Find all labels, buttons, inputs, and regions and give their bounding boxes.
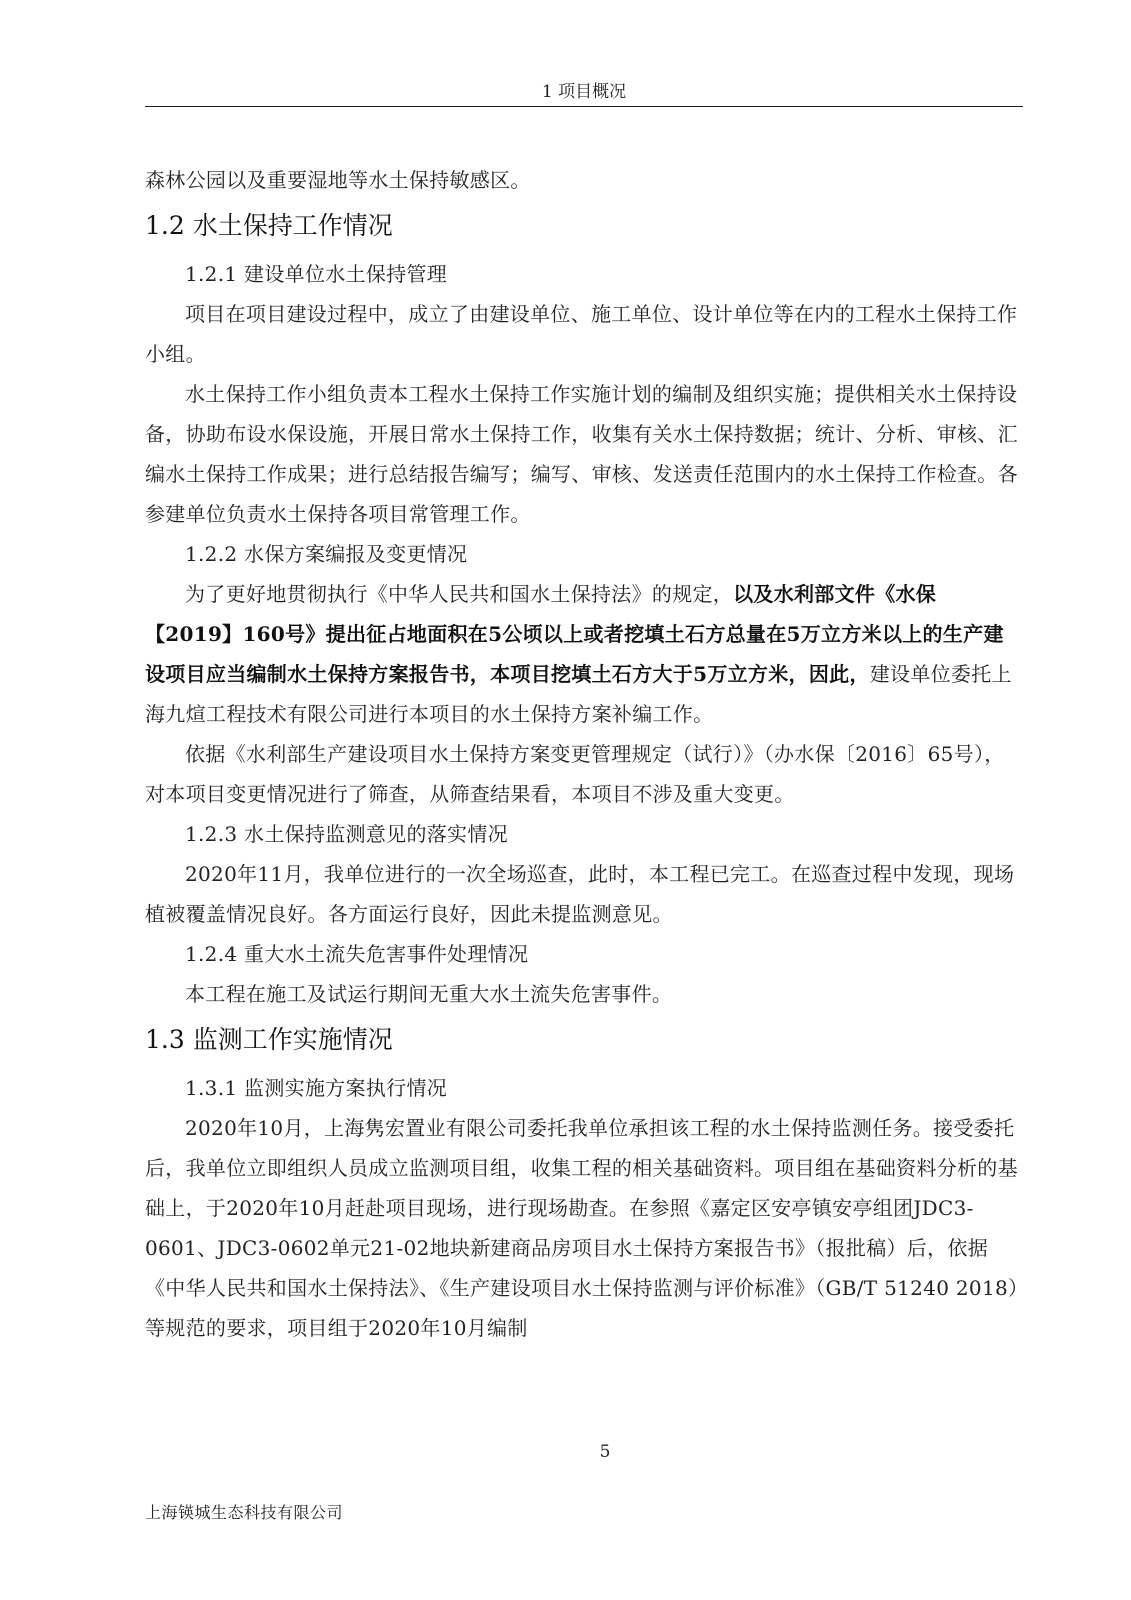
page-header: 1 项目概况 [541,82,627,102]
section-1-2-4-heading: 1.2.4 重大水土流失危害事件处理情况 [185,942,529,966]
section-1-3-heading: 1.3 监测工作实施情况 [145,1025,393,1054]
paragraph-text: 建设单位委托上海九煊工程技术有限公司进行本项目的水土保持方案补编工作。 [145,662,1012,726]
section-1-2-1-paragraph-1: 项目在项目建设过程中，成立了由建设单位、施工单位、设计单位等在内的工程水土保持工作小组。 [145,302,1018,366]
document-body [145,160,1023,1348]
footer-company-name: 上海锳城生态科技有限公司 [145,1503,344,1522]
bold-emphasis-text: 以及水利部文件《水保【2019】160号》提出征占地面积在5公顷以上或者挖填土石方总量在5万立方米以上的生产建设项目应当编制水土保持方案报告书，本项目挖填土石方大于5万立方米，因此， [145,582,1004,686]
page-number: 5 [599,1442,611,1462]
paragraph-text: 为了更好地贯彻执行《中华人民共和国水土保持法》的规定， [185,582,734,606]
section-1-3-1-heading: 1.3.1 监测实施方案执行情况 [185,1076,448,1100]
section-1-2-1-heading: 1.2.1 建设单位水土保持管理 [185,262,448,286]
header-divider [145,106,1023,107]
section-1-2-3-heading: 1.2.3 水土保持监测意见的落实情况 [185,822,508,846]
section-1-2-2-paragraph-2: 依据《水利部生产建设项目水土保持方案变更管理规定（试行）》（办水保〔2016〕65号），对本项目变更情况进行了筛查，从筛查结果看，本项目不涉及重大变更。 [145,742,1005,806]
section-1-2-3-paragraph-1: 2020年11月，我单位进行的一次全场巡查，此时，本工程已完工。在巡查过程中发现，现场植被覆盖情况良好。各方面运行良好，因此未提监测意见。 [145,862,1015,926]
intro-tail-paragraph: 森林公园以及重要湿地等水土保持敏感区。 [145,168,531,192]
section-1-2-2-heading: 1.2.2 水保方案编报及变更情况 [185,542,468,566]
section-1-3-1-paragraph-1: 2020年10月，上海隽宏置业有限公司委托我单位承担该工程的水土保持监测任务。接受委托后，我单位立即组织人员成立监测项目组，收集工程的相关基础资料。项目组在基础资料分析的基础上，于2020年10月赶赴项目现场，进行现场勘查。在参照《嘉定区安亭镇安亭组团JDC3-0601、JDC3-0602单元21-02地块新建商品房项目水土保持方案报告书》（报批稿）后，依据《中华人民共和国水土保持法》、《生产建设项目水土保持监测与评价标准》（GB/T 51240 2018）等规范的要求，项目组于2020年10月编制 [145,1116,1019,1340]
section-1-2-4-paragraph-1: 本工程在施工及试运行期间无重大水土流失危害事件。 [185,982,673,1006]
section-1-2-heading: 1.2 水土保持工作情况 [145,211,393,240]
section-1-2-2-paragraph-1 [145,574,1023,734]
section-1-2-1-paragraph-2: 水土保持工作小组负责本工程水土保持工作实施计划的编制及组织实施；提供相关水土保持设备，协助布设水保设施，开展日常水土保持工作，收集有关水土保持数据；统计、分析、审核、汇编水土保持工作成果；进行总结报告编写；编写、审核、发送责任范围内的水土保持工作检查。各参建单位负责水土保持各项目常管理工作。 [145,382,1018,526]
